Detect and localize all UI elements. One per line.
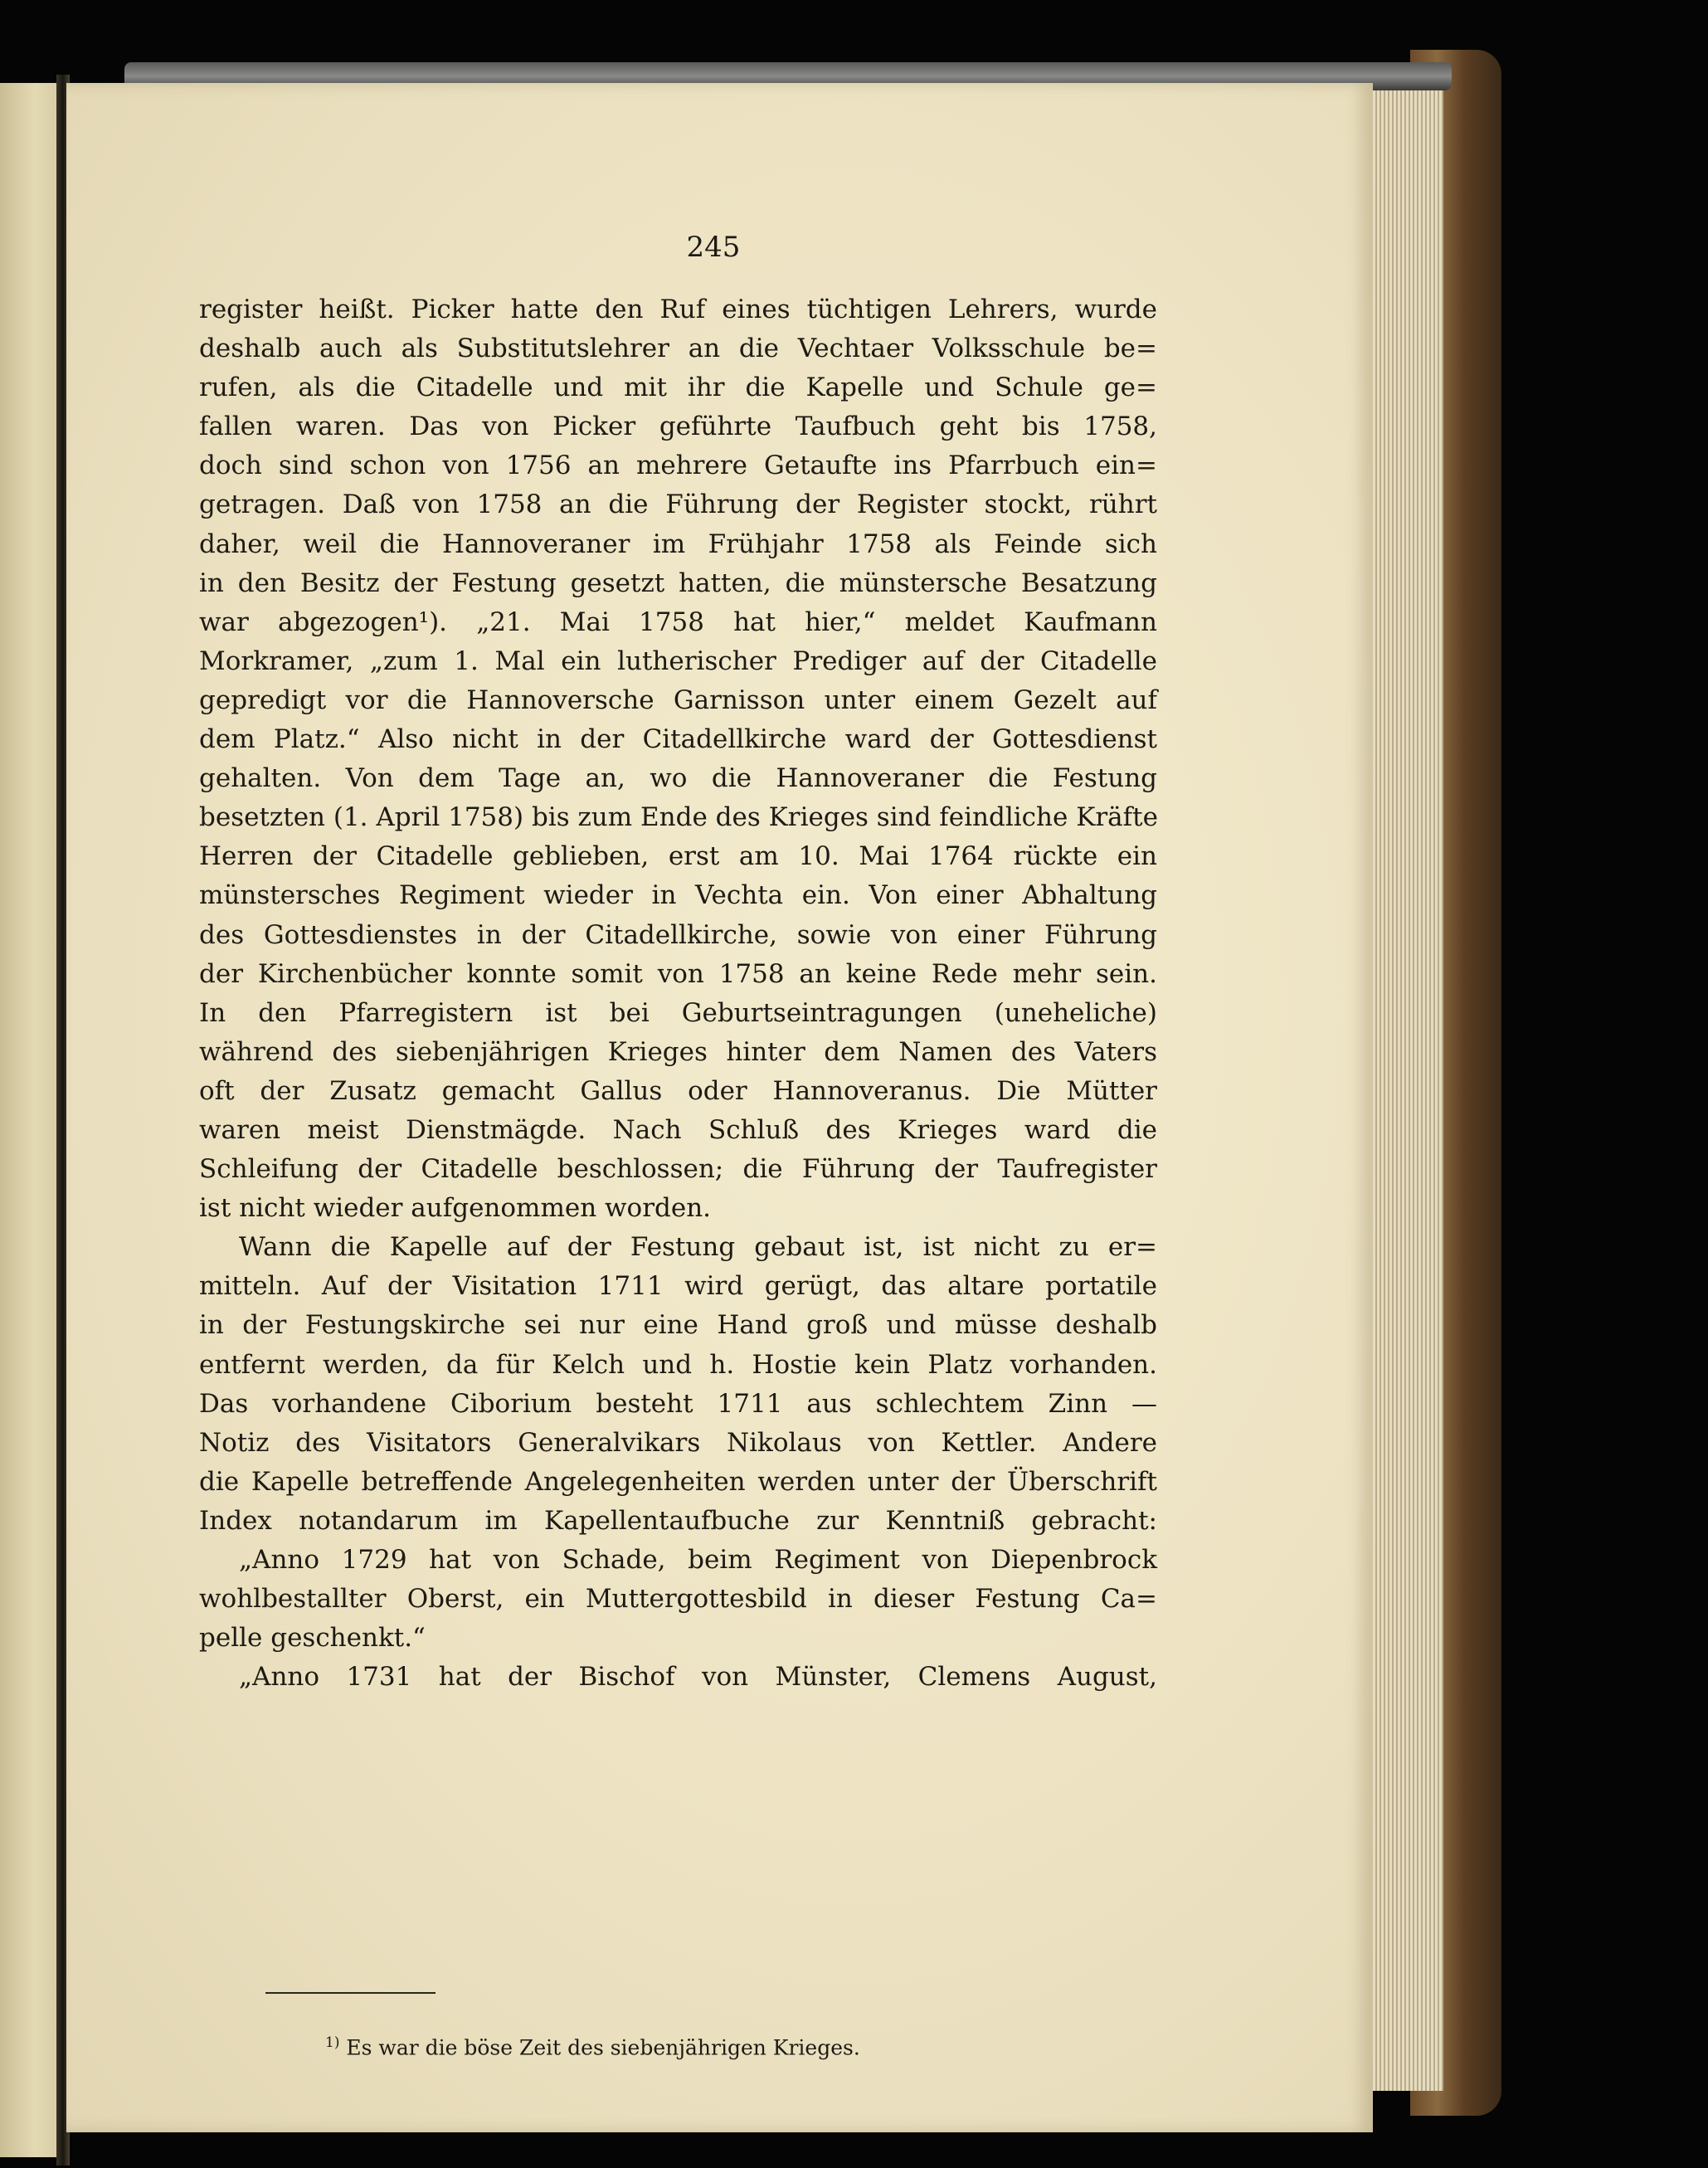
page: [66, 83, 1373, 2132]
text-line: rufen, als die Citadelle und mit ihr die Kapelle und Schule ge=: [199, 373, 1157, 403]
text-line: doch sind schon von 1756 an mehrere Getaufte ins Pfarrbuch ein=: [199, 451, 1157, 481]
text-line: Index notandarum im Kapellentaufbuche zur Kenntniß gebracht:: [199, 1505, 1157, 1536]
footnote-marker: 1): [325, 2034, 340, 2051]
text-line: Morkramer, „zum 1. Mal ein lutherischer Prediger auf der Citadelle: [199, 646, 1157, 676]
text-line: Wann die Kapelle auf der Festung gebaut ist, ist nicht zu er=: [239, 1232, 1157, 1263]
text-line: Das vorhandene Ciborium besteht 1711 aus schlechtem Zinn —: [199, 1388, 1157, 1419]
text-line: deshalb auch als Substitutslehrer an die Vechtaer Volksschule be=: [199, 334, 1157, 364]
text-line: daher, weil die Hannoveraner im Frühjahr 1758 als Feinde sich: [199, 529, 1157, 559]
previous-page-edge: [0, 83, 60, 2157]
footnote-rule: [265, 1992, 436, 1994]
text-line: waren meist Dienstmägde. Nach Schluß des Krieges ward die: [199, 1114, 1157, 1145]
text-line: fallen waren. Das von Picker geführte Taufbuch geht bis 1758,: [199, 412, 1157, 442]
text-line: Schleifung der Citadelle beschlossen; die Führung der Taufregister: [199, 1154, 1157, 1185]
text-line: die Kapelle betreffende Angelegenheiten werden unter der Überschrift: [199, 1466, 1157, 1497]
text-line: Notiz des Visitators Generalvikars Nikolaus von Kettler. Andere: [199, 1427, 1157, 1458]
text-line: „Anno 1731 hat der Bischof von Münster, Clemens August,: [239, 1662, 1157, 1693]
text-line: wohlbestallter Oberst, ein Muttergottesbild in dieser Festung Ca=: [199, 1584, 1157, 1615]
page-edges: [1369, 79, 1443, 2091]
text-line: der Kirchenbücher konnte somit von 1758 an keine Rede mehr sein.: [199, 958, 1157, 989]
text-line: münstersches Regiment wieder in Vechta ein. Von einer Abhaltung: [199, 880, 1157, 911]
text-line: getragen. Daß von 1758 an die Führung der Register stockt, rührt: [199, 490, 1157, 520]
text-line: entfernt werden, da für Kelch und h. Hostie kein Platz vorhanden.: [199, 1349, 1157, 1380]
text-line: in den Besitz der Festung gesetzt hatten, die münstersche Besatzung: [199, 568, 1157, 598]
text-line: während des siebenjährigen Krieges hinter dem Namen des Vaters: [199, 1036, 1157, 1067]
text-line: gepredigt vor die Hannoversche Garnisson unter einem Gezelt auf: [199, 685, 1157, 715]
page-number: 245: [686, 231, 741, 264]
footnote-text: Es war die böse Zeit des siebenjährigen Krieges.: [346, 2035, 860, 2060]
text-line: gehalten. Von dem Tage an, wo die Hannoveraner die Festung: [199, 763, 1157, 794]
text-line: register heißt. Picker hatte den Ruf eines tüchtigen Lehrers, wurde: [199, 295, 1157, 324]
text-line: „Anno 1729 hat von Schade, beim Regiment von Diepenbrock: [239, 1545, 1157, 1575]
text-line: ist nicht wieder aufgenommen worden.: [199, 1193, 712, 1224]
text-line: dem Platz.“ Also nicht in der Citadellkirche ward der Gottesdienst: [199, 724, 1157, 755]
text-line: besetzten (1. April 1758) bis zum Ende des Krieges sind feindliche Kräfte: [199, 802, 1158, 833]
text-line: pelle geschenkt.“: [199, 1623, 426, 1654]
text-line: oft der Zusatz gemacht Gallus oder Hannoveranus. Die Mütter: [199, 1075, 1157, 1106]
footnote: [325, 2034, 860, 2059]
text-line: in der Festungskirche sei nur eine Hand groß und müsse deshalb: [199, 1310, 1157, 1341]
text-line: des Gottesdienstes in der Citadellkirche, sowie von einer Führung: [199, 919, 1157, 950]
text-line: In den Pfarregistern ist bei Geburtseintragungen (uneheliche): [199, 997, 1157, 1028]
text-line: Herren der Citadelle geblieben, erst am 10. Mai 1764 rückte ein: [199, 841, 1157, 872]
body-text: [199, 290, 1157, 1697]
text-line: war abgezogen¹). „21. Mai 1758 hat hier,“ meldet Kaufmann: [199, 607, 1157, 637]
text-line: mitteln. Auf der Visitation 1711 wird gerügt, das altare portatile: [199, 1271, 1157, 1302]
